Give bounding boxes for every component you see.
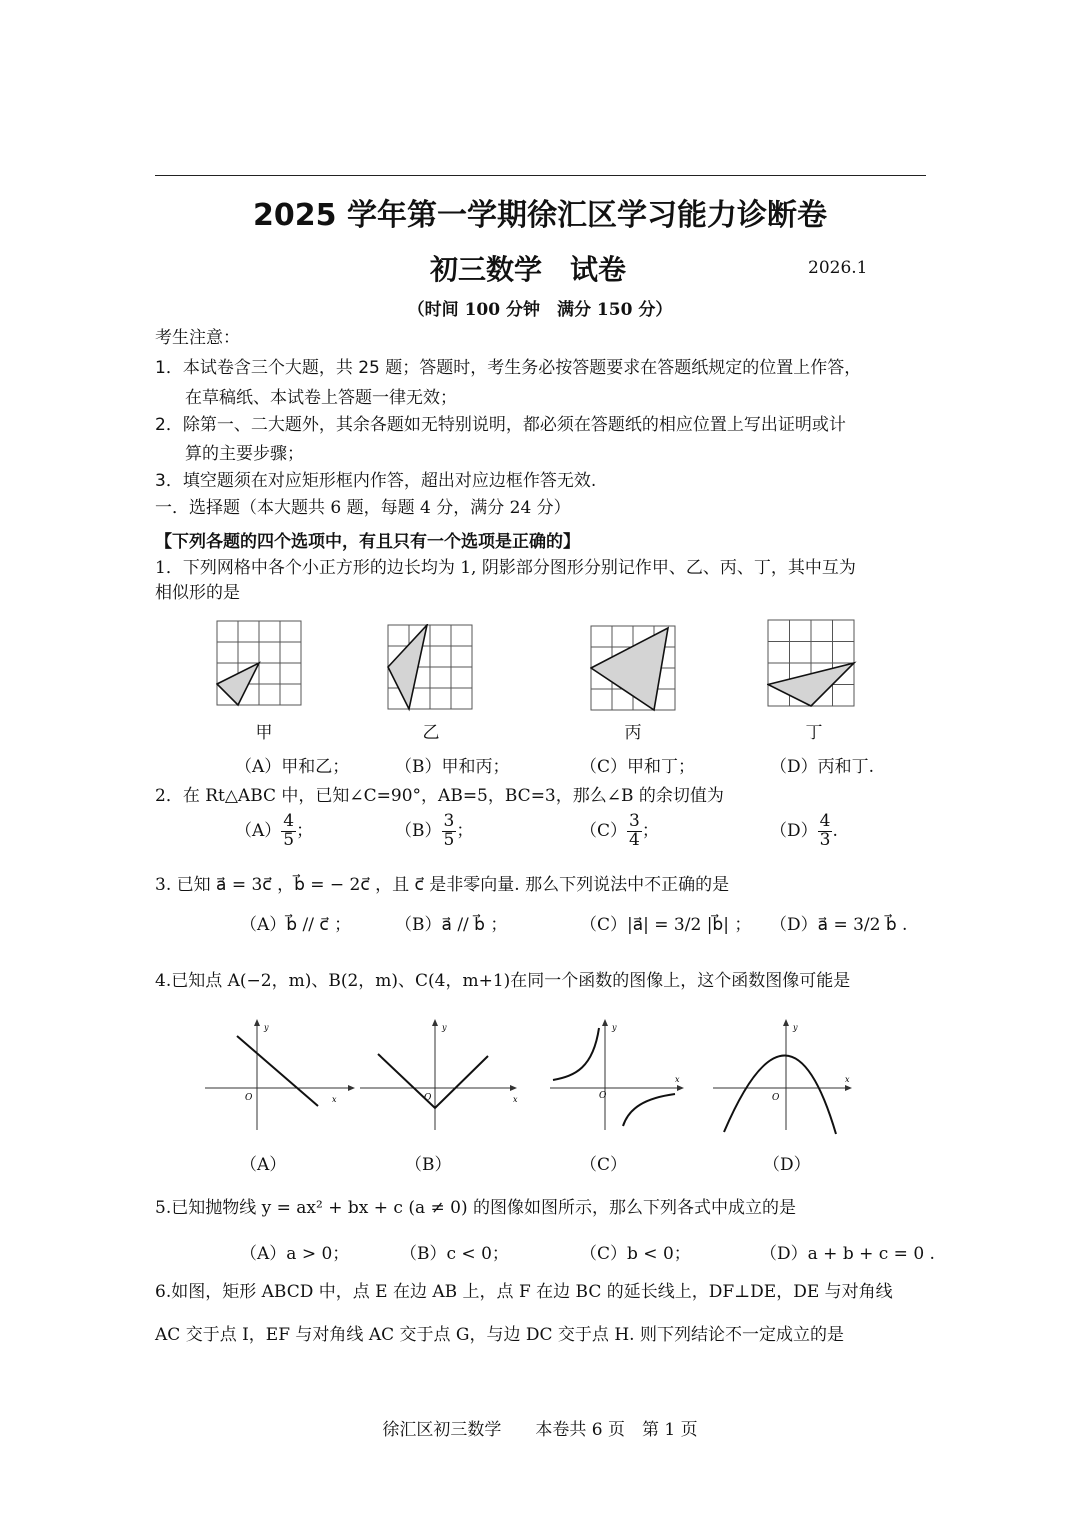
- grid-figure-yi: [387, 624, 475, 712]
- notice-item-1b: 在草稿纸、本试卷上答题一律无效；: [185, 388, 457, 408]
- q4-graph-label-c: （C）: [580, 1155, 628, 1175]
- notice-heading: 考生注意：: [155, 328, 240, 348]
- notice-item-3: 3．填空题须在对应矩形框内作答，超出对应边框作答无效.: [155, 471, 597, 491]
- notice-item-2b: 算的主要步骤；: [185, 444, 304, 464]
- exam-date: 2026.1: [808, 258, 868, 278]
- svg-text:y: y: [442, 1023, 447, 1032]
- svg-text:y: y: [612, 1023, 617, 1032]
- q4-graph-label-b: （B）: [405, 1155, 452, 1175]
- graph-c-hyperbola: [545, 1018, 690, 1133]
- grid-label-jia: 甲: [255, 723, 273, 743]
- graph-b-absolute: [360, 1018, 525, 1133]
- time-info: （时间 100 分钟 满分 150 分）: [407, 300, 673, 320]
- q5-option-d: （D）a + b + c = 0 .: [760, 1244, 935, 1264]
- q6-line1: 6.如图，矩形 ABCD 中，点 E 在边 AB 上，点 F 在边 BC 的延长线上，DF⊥DE，DE 与对角线: [155, 1282, 893, 1302]
- axis-x-label: x: [332, 1095, 337, 1104]
- q2-option-a: （A） $\frac{4}{5}$ ；: [235, 811, 314, 850]
- grid-figure-jia: [216, 620, 302, 708]
- grid-label-yi: 乙: [422, 723, 440, 743]
- svg-text:x: x: [513, 1095, 518, 1104]
- q5-option-a: （A）a > 0；: [240, 1244, 350, 1264]
- q1-option-b: （B）甲和丙；: [395, 757, 510, 777]
- grid-figure-bing: [590, 625, 678, 713]
- svg-text:x: x: [845, 1075, 850, 1084]
- svg-text:O: O: [772, 1093, 780, 1103]
- q5-option-b: （B）c < 0；: [400, 1244, 509, 1264]
- q2-option-d: （D） $\frac{4}{3}$ .: [770, 811, 838, 850]
- q1-option-c: （C）甲和丁；: [580, 757, 696, 777]
- page-footer: 徐汇区初三数学 本卷共 6 页 第 1 页: [382, 1420, 698, 1440]
- svg-text:x: x: [675, 1075, 680, 1084]
- q1-line1: 1．下列网格中各个小正方形的边长均为 1, 阴影部分图形分别记作甲、乙、丙、丁，其中互为: [155, 558, 856, 578]
- exam-subtitle: 初三数学 试卷: [430, 253, 627, 286]
- exam-title: 2025 学年第一学期徐汇区学习能力诊断卷: [253, 198, 827, 233]
- notice-item-1: 1．本试卷含三个大题，共 25 题；答题时，考生务必按答题要求在答题纸规定的位置上作答，: [155, 358, 862, 378]
- q3-option-a: （A）b⃗ // c⃗ ；: [240, 915, 352, 935]
- q2-option-b: （B） $\frac{3}{5}$ ；: [395, 811, 474, 850]
- q4-graph-label-d: （D）: [763, 1155, 811, 1175]
- graph-a-linear: [200, 1018, 355, 1133]
- q3-option-b: （B）a⃗ // b⃗ ；: [395, 915, 508, 935]
- section1-heading: 一．选择题（本大题共 6 题，每题 4 分，满分 24 分）: [155, 498, 571, 518]
- graph-d-parabola: [710, 1018, 860, 1136]
- q5-option-c: （C）b < 0；: [580, 1244, 691, 1264]
- q4-graph-label-a: （A）: [240, 1155, 287, 1175]
- axis-y-label: y: [264, 1023, 269, 1032]
- q3-stem: 3. 已知 a⃗ = 3c⃗ ，b⃗ = − 2c⃗ ，且 c⃗ 是非零向量. 那么下列说法中不正确的是: [155, 875, 730, 895]
- notice-item-2: 2．除第一、二大题外，其余各题如无特别说明，都必须在答题纸的相应位置上写出证明或计: [155, 415, 846, 435]
- svg-text:O: O: [599, 1091, 607, 1101]
- grid-label-ding: 丁: [805, 723, 823, 743]
- q6-line2: AC 交于点 I，EF 与对角线 AC 交于点 G，与边 DC 交于点 H. 则下列结论不一定成立的是: [155, 1325, 844, 1345]
- q2-option-c: （C） $\frac{3}{4}$ ；: [580, 811, 659, 850]
- svg-text:O: O: [424, 1093, 432, 1103]
- origin-label: O: [245, 1093, 253, 1103]
- section1-instruction: 【下列各题的四个选项中，有且只有一个选项是正确的】: [155, 532, 580, 552]
- grid-figure-ding: [767, 619, 857, 709]
- q3-option-c: （C）|a⃗| = 3/2 |b⃗| ；: [580, 915, 752, 935]
- top-rule: [155, 175, 926, 176]
- q5-stem: 5.已知抛物线 y = ax² + bx + c (a ≠ 0) 的图像如图所示，那么下列各式中成立的是: [155, 1198, 796, 1218]
- q4-stem: 4.已知点 A(−2，m)、B(2，m)、C(4，m+1)在同一个函数的图像上，这个函数图像可能是: [155, 971, 851, 991]
- svg-text:y: y: [793, 1023, 798, 1032]
- grid-label-bing: 丙: [624, 723, 642, 743]
- q1-option-a: （A）甲和乙；: [235, 757, 350, 777]
- q1-line2: 相似形的是: [155, 583, 240, 603]
- q2-stem: 2．在 Rt△ABC 中，已知∠C=90°，AB=5，BC=3，那么∠B 的余切值为: [155, 786, 724, 806]
- q3-option-d: （D）a⃗ = 3/2 b⃗ .: [770, 915, 908, 935]
- q1-option-d: （D）丙和丁.: [770, 757, 875, 777]
